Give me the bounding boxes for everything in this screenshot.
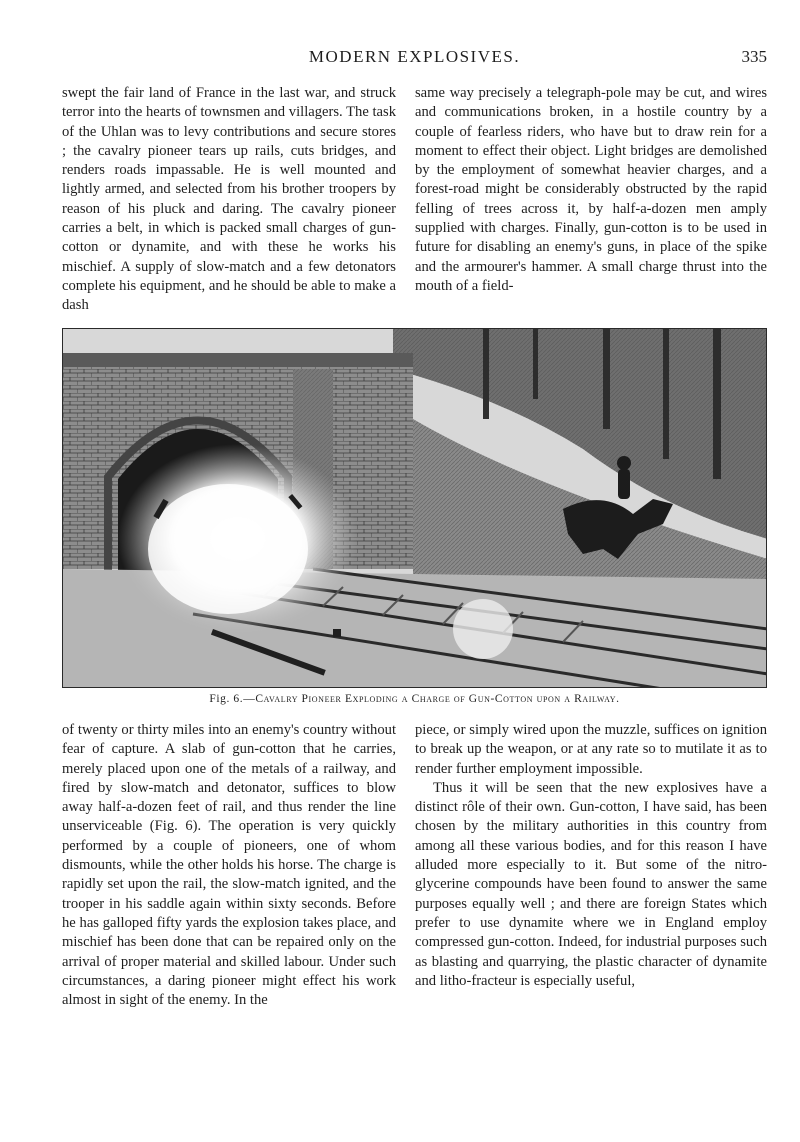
caption-text: Cavalry Pioneer Exploding a Charge of Gun-Cotton upon a Railway. bbox=[255, 693, 620, 705]
figure-caption bbox=[62, 693, 767, 705]
page-header bbox=[62, 47, 767, 71]
text-column-bottom-right bbox=[415, 721, 767, 991]
paragraph: Thus it will be seen that the new explosives have a distinct rôle of their own. Gun-cotton, I have said, has been chosen by the military authorities in this country from among all these various bodies, and for this reason I have alluded more especially to it. But some of the nitro-glycerine compounds have been found to answer the same purposes equally well ; and there are foreign States which prefer to use dynamite where we in England employ compressed gun-cotton. Indeed, for industrial purposes such as blasting and quarrying, the plastic character of dynamite and litho-fracteur is especially useful, bbox=[415, 779, 767, 989]
engraving-tunnel-explosion bbox=[63, 329, 767, 688]
paragraph: same way precisely a telegraph-pole may be cut, and wires and communications broken, in a hostile country by a couple of fearless riders, who have but to draw rein for a moment to effect their object. Light bridges are demolished by the employment of somewhat heavier charges, and a forest-road might be considerably obstructed by the rapid felling of trees across it, by half-a-dozen men amply supplied with charges. Finally, gun-cotton is to be used in future for disabling an enemy's guns, in place of the spike and the armourer's hammer. A small charge thrust into the mouth of a field- bbox=[415, 85, 767, 294]
running-head: MODERN EXPLOSIVES. bbox=[308, 47, 521, 66]
paragraph: piece, or simply wired upon the muzzle, suffices on ignition to break up the weapon, or at any rate so to mutilate it as to render further employment impossible. bbox=[415, 722, 767, 777]
paragraph: swept the fair land of France in the last war, and struck terror into the hearts of townsmen and villagers. The task of the Uhlan was to levy contributions and secure stores ; the cavalry pioneer tears up rails, cuts bridges, and renders roads impassable. He is well mounted and lightly armed, and selected from his brother troopers by reason of his pluck and daring. The cavalry pioneer carries a belt, in which is packed small charges of gun-cotton or dynamite, and with these he works his mischief. A supply of slow-match and a few detonators complete his equipment, and he should be able to make a dash bbox=[62, 85, 396, 314]
figure-illustration bbox=[62, 328, 767, 688]
text-column-top-right bbox=[415, 84, 767, 296]
text-column-top-left bbox=[62, 84, 396, 316]
page-number: 335 bbox=[741, 47, 767, 66]
text-column-bottom-left bbox=[62, 721, 396, 1010]
caption-prefix: Fig. 6.— bbox=[209, 693, 256, 705]
paragraph: of twenty or thirty miles into an enemy's country without fear of capture. A slab of gun-cotton that he carries, merely placed upon one of the metals of a railway, and fired by slow-match and detonator, suffices to blow away half-a-dozen feet of rail, and thus render the line unserviceable (Fig. 6). The operation is very quickly performed by a couple of pioneers, one of whom dismounts, while the other holds his horse. The charge is rapidly set upon the rail, the slow-match ignited, and the trooper in his saddle again within sixty seconds. Before he has galloped fifty yards the explosion takes place, and mischief has been done that can be repaired only on the arrival of proper material and skilled labour. Under such circumstances, a daring pioneer might effect his work almost in sight of the enemy. In the bbox=[62, 722, 396, 1009]
